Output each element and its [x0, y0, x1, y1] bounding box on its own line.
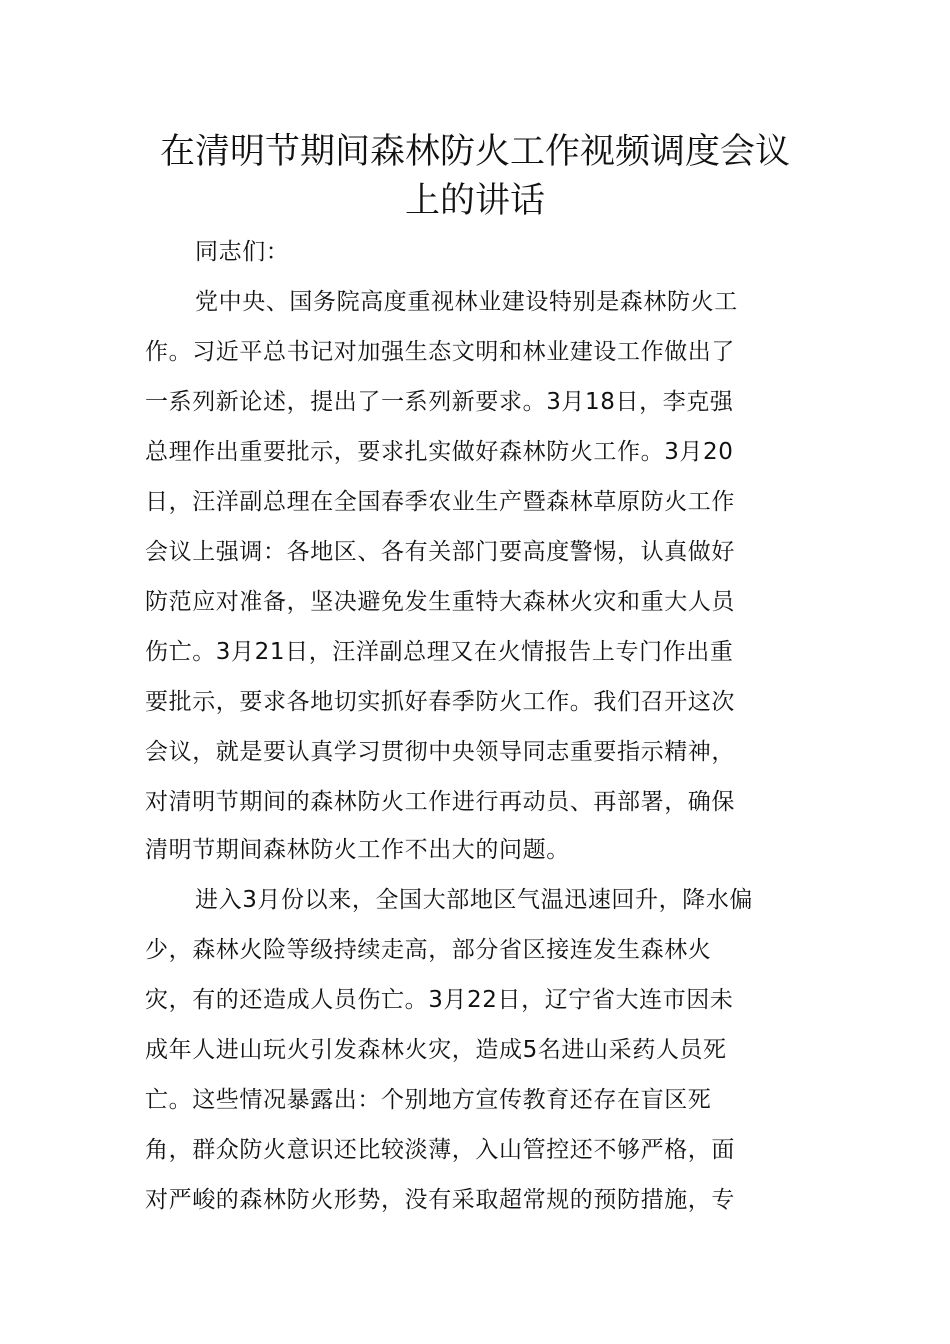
salutation: 同志们： — [195, 239, 290, 265]
body-line: 作。习近平总书记对加强生态文明和林业建设工作做出了 — [145, 339, 735, 365]
body-line: 防范应对准备，坚决避免发生重特大森林火灾和重大人员 — [145, 589, 735, 615]
title-line-2: 上的讲话 — [404, 181, 545, 221]
body-line: 进入3月份以来，全国大部地区气温迅速回升，降水偏 — [195, 887, 754, 913]
body-line: 日，汪洋副总理在全国春季农业生产暨森林草原防火工作 — [145, 489, 735, 515]
body-line: 伤亡。3月21日，汪洋副总理又在火情报告上专门作出重 — [145, 639, 734, 665]
body-line: 对清明节期间的森林防火工作进行再动员、再部署，确保 — [145, 789, 735, 815]
body-line: 少，森林火险等级持续走高，部分省区接连发生森林火 — [145, 937, 712, 963]
body-line: 对严峻的森林防火形势，没有采取超常规的预防措施，专 — [145, 1187, 735, 1213]
body-line: 成年人进山玩火引发森林火灾，造成5名进山采药人员死 — [145, 1037, 727, 1063]
body-line: 角，群众防火意识还比较淡薄，入山管控还不够严格，面 — [145, 1137, 735, 1163]
document-title — [110, 128, 840, 226]
body-line: 灾，有的还造成人员伤亡。3月22日，辽宁省大连市因未 — [145, 987, 734, 1013]
body-line: 总理作出重要批示，要求扎实做好森林防火工作。3月20 — [145, 439, 734, 465]
body-line: 会议，就是要认真学习贯彻中央领导同志重要指示精神， — [145, 739, 735, 765]
body-line: 党中央、国务院高度重视林业建设特别是森林防火工 — [195, 289, 738, 315]
body-line: 要批示，要求各地切实抓好春季防火工作。我们召开这次 — [145, 689, 735, 715]
body-line: 会议上强调：各地区、各有关部门要高度警惕，认真做好 — [145, 539, 735, 565]
body-line: 一系列新论述，提出了一系列新要求。3月18日，李克强 — [145, 389, 734, 415]
title-line-1: 在清明节期间森林防火工作视频调度会议 — [159, 132, 790, 172]
body-line: 亡。这些情况暴露出：个别地方宣传教育还存在盲区死 — [145, 1087, 712, 1113]
body-line: 清明节期间森林防火工作不出大的问题。 — [145, 837, 570, 863]
